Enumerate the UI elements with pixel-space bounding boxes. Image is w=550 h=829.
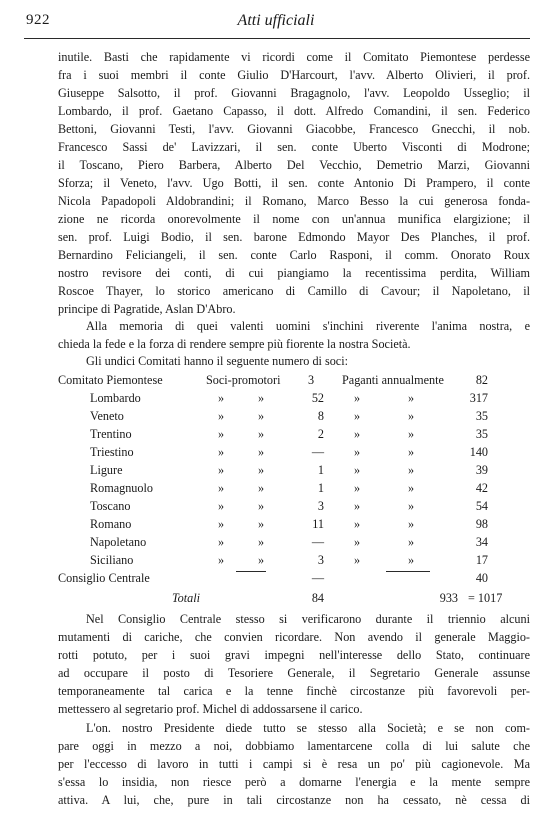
ditto-mark: » [354, 553, 361, 567]
table-header-row [58, 373, 532, 391]
committee-name: Consiglio Centrale [58, 571, 150, 585]
committee-name: Napoletano [90, 535, 147, 549]
text-line: Nicola Papadopoli Aldobrandini; il Romano, Marco Besso la cui generosa fonda- [58, 194, 530, 208]
ditto-mark: » [408, 553, 415, 567]
promotori-total: 84 [311, 591, 324, 605]
ditto-mark: » [408, 481, 415, 495]
text-line: rotti potuto, per i suoi gravi impegni nell'interesse dello Stato, continuare [58, 648, 530, 662]
paragraph-deceased-members [58, 48, 530, 318]
promotori-count: 52 [311, 391, 324, 405]
committee-name: Lombardo [90, 391, 141, 405]
ditto-mark: » [258, 463, 265, 477]
paragraph-memorial [58, 317, 530, 353]
promotori-count: 8 [317, 409, 324, 423]
table-row-central [58, 571, 532, 589]
ditto-mark: » [258, 553, 265, 567]
ditto-mark: » [408, 409, 415, 423]
text-line: Bettoni, Giovanni Testi, l'avv. Giovanni Giacobbe, Francesco Gnecchi, il nob. [58, 122, 530, 136]
promotori-count: 3 [317, 499, 324, 513]
ditto-mark: » [218, 481, 225, 495]
text-line: Bernardino Feliciangeli, il sen. conte Carlo Rasponi, il comm. Onorato Roux [58, 248, 530, 262]
promotori-count: 1 [317, 463, 324, 477]
text-line: pare oggi in mezzo a noi, dobbiamo lamentarcene colla di lui salute che [58, 739, 530, 753]
committee-name: Triestino [90, 445, 134, 459]
table-cell: Soci-promotori [206, 373, 281, 387]
ditto-mark: » [258, 481, 265, 495]
paragraph-president [58, 719, 530, 809]
text-line: principe di Pagratide, Aslan D'Abro. [58, 302, 236, 316]
text-line: mutamenti di cariche, che convien ricordare. Non avendo il generale Maggio- [58, 630, 530, 644]
promotori-count: — [311, 535, 324, 549]
ditto-mark: » [354, 445, 361, 459]
text-line: nostro revisore dei conti, di cui piangiamo la recentissima perdita, William [58, 266, 530, 280]
committee-name: Siciliano [90, 553, 134, 567]
header-rule [24, 38, 530, 39]
promotori-count: 11 [312, 517, 324, 531]
ditto-mark: » [354, 517, 361, 531]
ditto-mark: » [354, 391, 361, 405]
ditto-mark: » [408, 391, 415, 405]
text-line: L'on. nostro Presidente diede tutto se stesso alla Società; e se non com- [86, 721, 530, 735]
table-intro: Gli undici Comitati hanno il seguente numero di soci: [86, 354, 348, 368]
ditto-mark: » [218, 517, 225, 531]
table-row [58, 535, 532, 553]
committee-name: Toscano [90, 499, 131, 513]
paganti-count: 17 [475, 553, 488, 567]
ditto-mark: » [258, 427, 265, 441]
ditto-mark: » [218, 463, 225, 477]
committee-name: Veneto [90, 409, 124, 423]
paganti-count: 35 [475, 427, 488, 441]
ditto-mark: » [218, 391, 225, 405]
ditto-mark: » [258, 409, 265, 423]
ditto-mark: » [218, 445, 225, 459]
ditto-mark: » [408, 499, 415, 513]
paganti-count: 42 [475, 481, 488, 495]
page-header [20, 12, 532, 34]
text-line: ad occupare il posto di Tesoriere Generale, il Segretario Generale assunse [58, 666, 530, 680]
paganti-count: 54 [475, 499, 488, 513]
table-cell: Comitato Piemontese [58, 373, 163, 387]
table-cell: 82 [475, 373, 488, 387]
ditto-mark: » [354, 499, 361, 513]
ditto-mark: » [408, 463, 415, 477]
paganti-count: 317 [469, 391, 488, 405]
ditto-mark: » [408, 517, 415, 531]
ditto-mark: » [408, 427, 415, 441]
ditto-mark: » [218, 535, 225, 549]
committee-name: Ligure [90, 463, 123, 477]
text-line: Lombardo, il prof. Gaetano Capasso, il dott. Alfredo Comandini, il sen. Federico [58, 104, 530, 118]
promotori-count: 3 [317, 553, 324, 567]
ditto-mark: » [258, 445, 265, 459]
text-line: Roscoe Thayer, lo storico americano di Camillo di Cavour; il Napoletano, il [58, 284, 530, 298]
text-line: temporaneamente tal carica e la tenne finchè circostanze più favorevoli per- [58, 684, 530, 698]
text-line: zione ne ricorda onorevolmente il nome con un'annua munifica elargizione; il [58, 212, 530, 226]
ditto-mark: » [218, 553, 225, 567]
text-line: inutile. Basti che rapidamente vi ricordi come il Comitato Piemontese perdesse [58, 50, 530, 64]
ditto-mark: » [408, 445, 415, 459]
running-title: Atti ufficiali [237, 12, 315, 29]
ditto-mark: » [354, 409, 361, 423]
sum-rule [236, 571, 266, 572]
ditto-mark: » [354, 427, 361, 441]
table-row [58, 409, 532, 427]
text-line: il Toscano, Piero Barbera, Alberto Del Vecchio, Demetrio Marzi, Giovanni [58, 158, 530, 172]
table-cell: Paganti annualmente [342, 373, 444, 387]
text-line: mettessero al segretario prof. Michel di addossarsene il carico. [58, 702, 363, 716]
promotori-count: — [311, 571, 324, 585]
ditto-mark: » [218, 499, 225, 513]
ditto-mark: » [218, 427, 225, 441]
text-line: attiva. A lui, che, pure in tali circostanze non ha cessato, nè cessa di [58, 793, 530, 807]
table-cell: 3 [308, 373, 315, 387]
paganti-count: 140 [469, 445, 488, 459]
promotori-count: 2 [317, 427, 324, 441]
ditto-mark: » [354, 481, 361, 495]
text-line: fra i suoi membri il conte Giulio D'Harcourt, l'avv. Alberto Olivieri, il prof. [58, 68, 530, 82]
table-totals-row [58, 591, 532, 609]
grand-total: = 1017 [468, 591, 503, 605]
text-line: Francesco Sassi de' Lavizzari, il sen. conte Uberto Visconti di Modrone; [58, 140, 530, 154]
paganti-count: 34 [475, 535, 488, 549]
paganti-count: 98 [475, 517, 488, 531]
ditto-mark: » [354, 463, 361, 477]
promotori-count: — [311, 445, 324, 459]
ditto-mark: » [354, 535, 361, 549]
committee-name: Romagnuolo [90, 481, 153, 495]
table-row [58, 391, 532, 409]
text-line: s'essa lo insidia, non riesce però a domarne l'energia e la mente sempre [58, 775, 530, 789]
ditto-mark: » [258, 499, 265, 513]
paganti-total: 933 [439, 591, 458, 605]
ditto-mark: » [258, 535, 265, 549]
ditto-mark: » [218, 409, 225, 423]
ditto-mark: » [408, 535, 415, 549]
committee-name: Trentino [90, 427, 132, 441]
paganti-count: 39 [475, 463, 488, 477]
paganti-count: 35 [475, 409, 488, 423]
promotori-count: 1 [317, 481, 324, 495]
text-line: sen. prof. Luigi Bodio, il sen. barone Edmondo Mayor Des Planches, il prof. [58, 230, 530, 244]
committee-name: Romano [90, 517, 132, 531]
text-line: Giuseppe Salsotto, il prof. Giovanni Bragagnolo, l'avv. Leopoldo Usseglio; il [58, 86, 530, 100]
table-row [58, 427, 532, 445]
ditto-mark: » [258, 391, 265, 405]
table-row [58, 499, 532, 517]
table-row [58, 445, 532, 463]
table-row [58, 553, 532, 571]
table-row [58, 463, 532, 481]
sum-rule [386, 571, 430, 572]
ditto-mark: » [258, 517, 265, 531]
text-line: Alla memoria di quei valenti uomini s'inchini riverente l'anima nostra, e [86, 319, 530, 333]
text-line: per l'eccesso di lavoro in tutti i campi si è resa un po' più cagionevole. Ma [58, 757, 530, 771]
text-line: Sforza; il Veneto, l'avv. Ugo Botti, il sen. conte Antonio Di Prampero, il conte [58, 176, 530, 190]
text-line: chieda la fede e la forza di rendere sempre più fiorente la nostra Società. [58, 337, 411, 351]
table-row [58, 481, 532, 499]
text-line: Nel Consiglio Centrale stesso si verificarono durante il triennio alcuni [86, 612, 530, 626]
paragraph-council-changes [58, 610, 530, 718]
totals-label: Totali [172, 591, 201, 605]
paganti-count: 40 [475, 571, 488, 585]
page-number: 922 [26, 12, 50, 28]
table-row [58, 517, 532, 535]
